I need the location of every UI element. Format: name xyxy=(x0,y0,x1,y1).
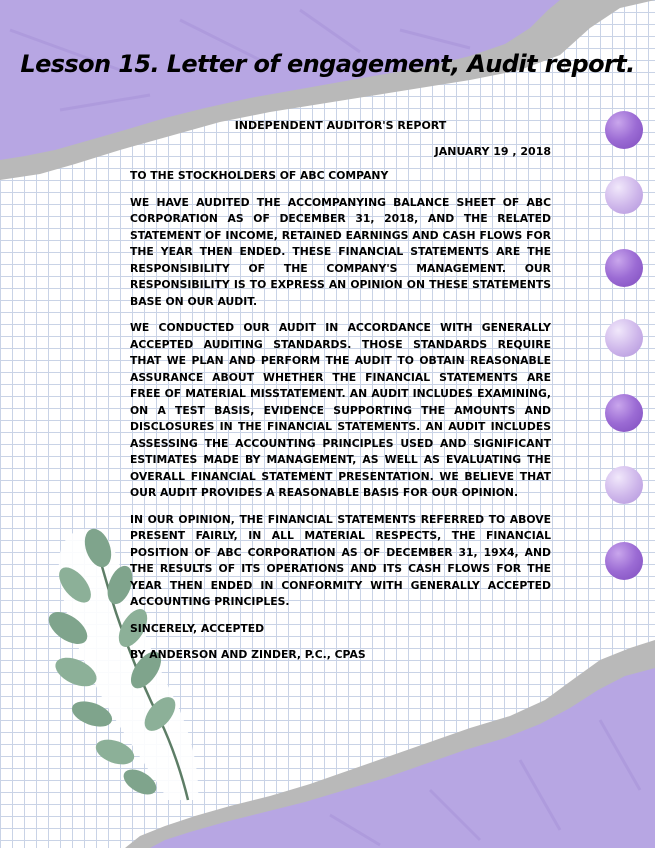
circle-icon xyxy=(605,319,643,357)
circle-icon xyxy=(605,466,643,504)
report-heading: INDEPENDENT AUDITOR'S REPORT xyxy=(234,119,447,132)
lesson-title: Lesson 15. Letter of engagement, Audit report. xyxy=(20,50,635,78)
circle-icon xyxy=(605,542,643,580)
report-body xyxy=(130,168,551,674)
report-salutation: TO THE STOCKHOLDERS OF ABC COMPANY xyxy=(130,169,389,182)
circle-icon xyxy=(605,111,643,149)
decorative-dots xyxy=(605,111,643,581)
report-closing: SINCERELY, ACCEPTED xyxy=(130,621,265,635)
report-paragraph-2: WE CONDUCTED OUR AUDIT IN ACCORDANCE WITH GENERALLY ACCEPTED AUDITING STANDARDS. THOSE STANDARDS REQUIRE THAT WE PLAN AND PERFORM THE AUDIT TO OBTAIN REASONABLE ASSURANCE ABOUT WHETHER THE FINANCIAL STATEMENTS ARE FREE OF MATERIAL MISSTATEMENT. AN AUDIT INCLUDES EXAMINING, ON A TEST BASIS, EVIDENCE SUPPORTING THE AMOUNTS AND DISCLOSURES IN THE FINANCIAL STATEMENTS. AN AUDIT INCLUDES ASSESSING THE ACCOUNTING PRINCIPLES USED AND SIGNIFICANT ESTIMATES MADE BY MANAGEMENT, AS WELL AS EVALUATING THE OVERALL FINANCIAL STATEMENT PRESENTATION. WE BELIEVE THAT OUR AUDIT PROVIDES A REASONABLE BASIS FOR OUR OPINION. xyxy=(130,321,551,499)
circle-icon xyxy=(605,176,643,214)
circle-icon xyxy=(605,394,643,432)
circle-icon xyxy=(605,249,643,287)
report-paragraph-3: IN OUR OPINION, THE FINANCIAL STATEMENTS REFERRED TO ABOVE PRESENT FAIRLY, IN ALL MATERIAL RESPECTS, THE FINANCIAL POSITION OF ABC CORPORATION AS OF DECEMBER 31, 19X4, AND THE RESULTS OF ITS OPERATIONS AND ITS CASH FLOWS FOR THE YEAR THEN ENDED IN CONFORMITY WITH GENERALLY ACCEPTED ACCOUNTING PRINCIPLES. xyxy=(130,512,551,608)
report-paragraph-1: WE HAVE AUDITED THE ACCOMPANYING BALANCE SHEET OF ABC CORPORATION AS OF DECEMBER 31, 2018, AND THE RELATED STATEMENT OF INCOME, RETAINED EARNINGS AND CASH FLOWS FOR THE YEAR THEN ENDED. THESE FINANCIAL STATEMENTS ARE THE RESPONSIBILITY OF THE COMPANY'S MANAGEMENT. OUR RESPONSIBILITY IS TO EXPRESS AN OPINION ON THESE STATEMENTS BASE ON OUR AUDIT. xyxy=(130,195,551,308)
report-signature: BY ANDERSON AND ZINDER, P.C., CPAS xyxy=(130,648,366,661)
top-lavender-paper xyxy=(0,0,560,160)
report-date: JANUARY 19 , 2018 xyxy=(434,145,551,158)
